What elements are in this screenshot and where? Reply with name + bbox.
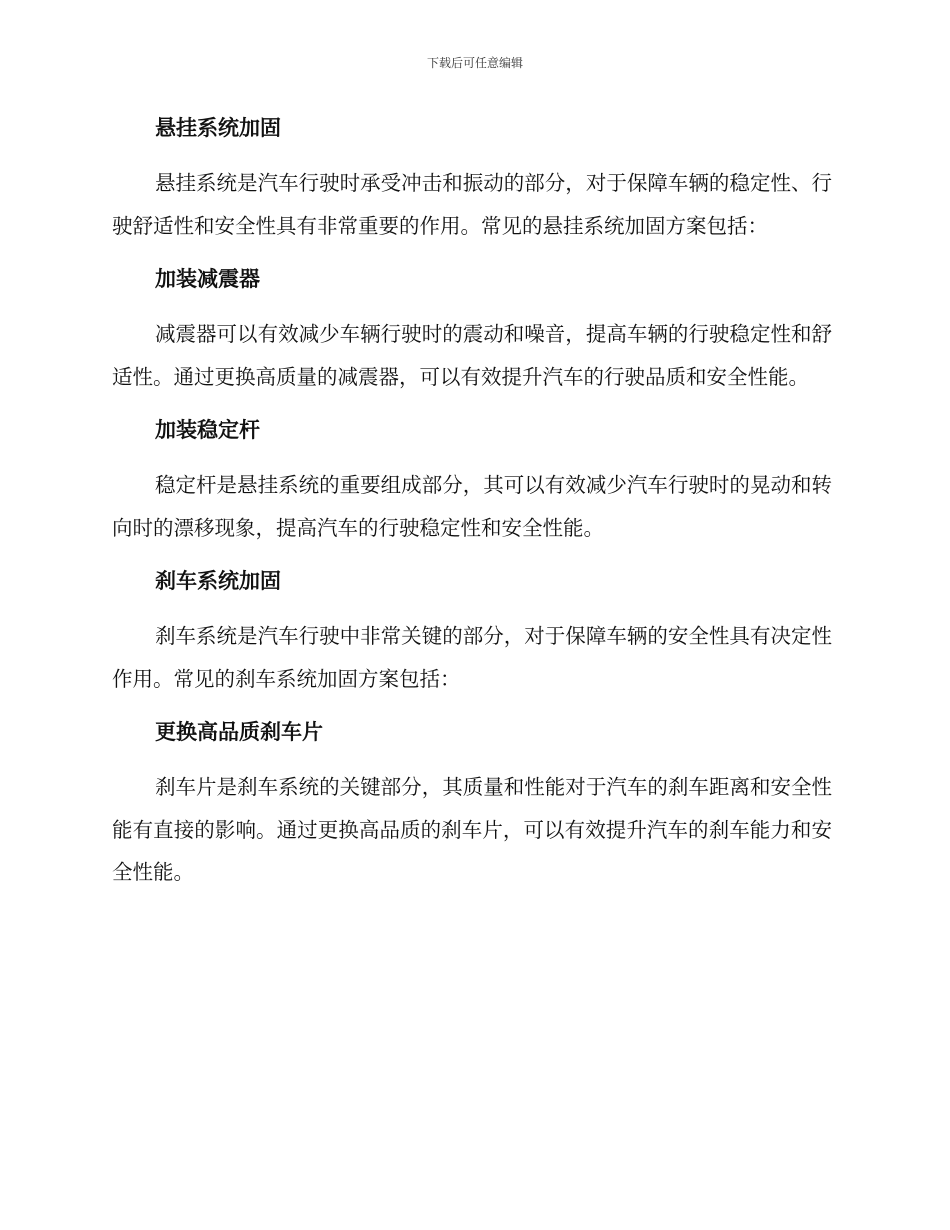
document-body — [112, 108, 832, 894]
section-paragraph-suspension: 悬挂系统是汽车行驶时承受冲击和振动的部分，对于保障车辆的稳定性、行驶舒适性和安全性具有非常重要的作用。常见的悬挂系统加固方案包括： — [112, 171, 832, 238]
page-header-note: 下载后可任意编辑 — [426, 56, 523, 70]
section-paragraph-shock-absorber: 减震器可以有效减少车辆行驶时的震动和噪音，提高车辆的行驶稳定性和舒适性。通过更换高质量的减震器，可以有效提升汽车的行驶品质和安全性能。 — [112, 322, 832, 389]
section-paragraph-brake-pads: 刹车片是刹车系统的关键部分，其质量和性能对于汽车的刹车距离和安全性能有直接的影响。通过更换高品质的刹车片，可以有效提升汽车的刹车能力和安全性能。 — [112, 775, 832, 884]
section-heading-suspension: 悬挂系统加固 — [155, 116, 281, 140]
section-heading-brake-pads: 更换高品质刹车片 — [155, 720, 323, 744]
section-heading-shock-absorber: 加装减震器 — [155, 267, 260, 291]
section-paragraph-stabilizer-bar: 稳定杆是悬挂系统的重要组成部分，其可以有效减少汽车行驶时的晃动和转向时的漂移现象，提高汽车的行驶稳定性和安全性能。 — [112, 473, 832, 540]
section-heading-brake-system: 刹车系统加固 — [155, 569, 281, 593]
section-paragraph-brake-system: 刹车系统是汽车行驶中非常关键的部分，对于保障车辆的安全性具有决定性作用。常见的刹车系统加固方案包括： — [112, 624, 832, 691]
section-heading-stabilizer-bar: 加装稳定杆 — [155, 418, 260, 442]
